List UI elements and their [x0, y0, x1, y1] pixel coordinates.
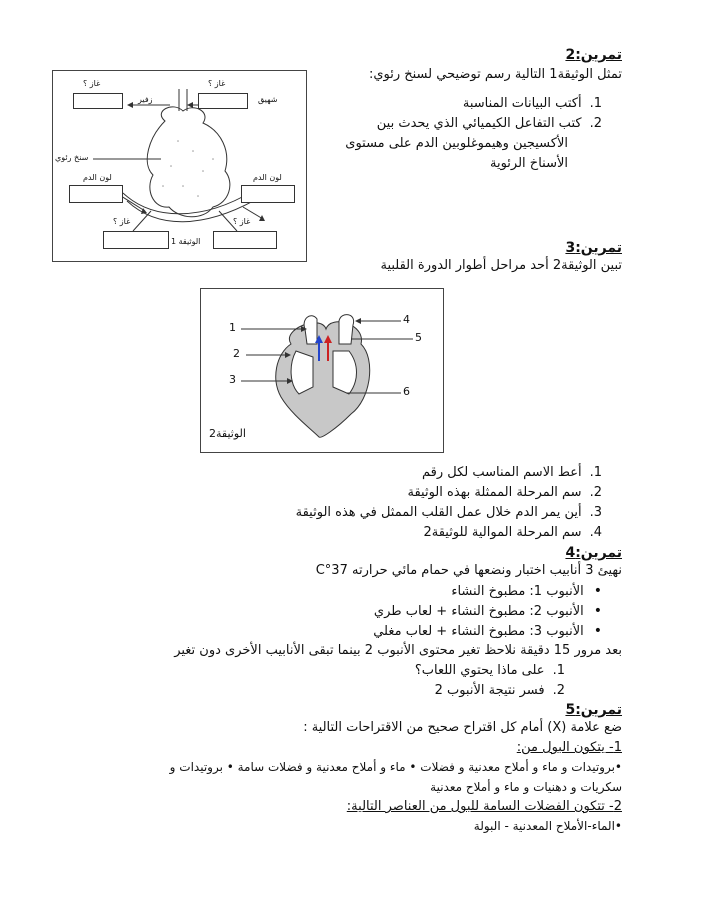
ex3-q2-text: سم المرحلة الممثلة بهذه الوثيقة — [407, 485, 582, 500]
ex3-question-1 — [422, 465, 602, 480]
exhale-label: زفير — [138, 95, 153, 104]
inhale-label: شهيق — [258, 95, 278, 104]
ex4-q1-text: على ماذا يحتوي اللعاب؟ — [414, 663, 545, 678]
ex2-q2-line1: كتب التفاعل الكيميائي الذي يحدث بين — [376, 116, 582, 131]
heart-label-4: 4 — [403, 313, 410, 326]
ex3-q4-text: سم المرحلة الموالية للوثيقة2 — [423, 525, 582, 540]
ex3-question-4 — [423, 525, 602, 540]
document-2-caption: الوثيقة2 — [209, 427, 246, 440]
ex4-tube-2: • الأنبوب 2: مطبوخ النشاء + لعاب طري — [374, 603, 602, 619]
answer-box-top-left[interactable] — [73, 93, 123, 109]
heart-label-1: 1 — [229, 321, 236, 334]
ex3-q1-text: أعط الاسم المناسب لكل رقم — [422, 465, 582, 480]
answer-box-bottom-right[interactable] — [213, 231, 277, 249]
ex5-section-1-options-line2: سكريات و دهنيات و ماء و أملاح معدنية — [430, 780, 622, 794]
ex2-question-2 — [377, 116, 602, 131]
gas-label-top-left: غاز ؟ — [83, 79, 101, 88]
gas-label-top-right: غاز ؟ — [208, 79, 226, 88]
document-2-figure — [200, 288, 444, 453]
ex4-observation: بعد مرور 15 دقيقة نلاحظ تغير محتوى الأنبوب 2 بينما تبقى الأنابيب الأخرى دون تغير — [174, 643, 622, 658]
exercise-3-intro: تبين الوثيقة2 أحد مراحل أطوار الدورة القلبية — [380, 258, 622, 273]
document-1-figure — [52, 70, 307, 262]
ex3-q3-text: أين يمر الدم خلال عمل القلب الممثل في هذه الوثيقة — [295, 505, 582, 520]
ex3-q2-number: 2. — [589, 485, 602, 500]
ex4-tube-3: • الأنبوب 3: مطبوخ النشاء + لعاب مغلي — [373, 623, 602, 639]
ex4-question-2 — [435, 683, 565, 698]
exercise-3-title: تمرين:3 — [565, 240, 622, 256]
exercise-5-title: تمرين:5 — [565, 702, 622, 718]
answer-box-bottom-left[interactable] — [103, 231, 169, 249]
ex5-section-2-title: 2- تتكون الفضلات السامة للبول من العناصر التالية: — [346, 799, 622, 814]
answer-box-mid-left[interactable] — [69, 185, 123, 203]
ex3-question-2 — [408, 485, 603, 500]
ex4-q1-number: 1. — [552, 663, 565, 678]
ex5-section-1-options-line1: •بروتيدات و ماء و أملاح معدنية و فضلات • ماء و أملاح معدنية و فضلات سامة • بروتيدات و — [169, 760, 622, 774]
ex2-q2-line2: الأكسيجين وهيموغلوبين الدم على مستوى — [345, 136, 568, 151]
ex4-q2-text: فسر نتيجة الأنبوب 2 — [434, 683, 545, 698]
ex2-q1-number: 1. — [589, 96, 602, 111]
heart-label-6: 6 — [403, 385, 410, 398]
blood-color-label-right: لون الدم — [253, 173, 282, 182]
exercise-5-intro: ضع علامة (X) أمام كل اقتراح صحيح من الاقتراحات التالية : — [303, 720, 622, 735]
answer-box-mid-right[interactable] — [241, 185, 295, 203]
document-1-caption: الوثيقة 1 — [171, 237, 201, 246]
gas-label-bottom-right: غاز ؟ — [233, 217, 251, 226]
ex5-section-1-title: 1- يتكون البول من: — [516, 740, 622, 755]
ex2-q2-number: 2. — [589, 116, 602, 131]
ex2-q1-text: أكتب البيانات المناسبة — [462, 96, 582, 111]
ex2-q2-line3: الأسناخ الرئوية — [490, 156, 568, 171]
heart-label-5: 5 — [415, 331, 422, 344]
blood-color-label-left: لون الدم — [83, 173, 112, 182]
gas-label-bottom-left: غاز ؟ — [113, 217, 131, 226]
alveolus-outline — [147, 107, 230, 217]
ex4-q2-number: 2. — [552, 683, 565, 698]
ex3-q4-number: 4. — [589, 525, 602, 540]
ex3-q3-number: 3. — [589, 505, 602, 520]
exercise-2-intro: تمثل الوثيقة1 التالية رسم توضيحي لسنخ رئوي: — [368, 67, 622, 82]
exercise-2-title: تمرين:2 — [565, 47, 622, 63]
ex3-q1-number: 1. — [589, 465, 602, 480]
ex3-question-3 — [296, 505, 602, 520]
heart-label-3: 3 — [229, 373, 236, 386]
heart-label-2: 2 — [233, 347, 240, 360]
alveolus-label: سنخ رئوي — [55, 153, 89, 162]
ex4-tube-1: • الأنبوب 1: مطبوخ النشاء — [451, 583, 602, 599]
ex4-question-1 — [415, 663, 565, 678]
ex2-question-1 — [463, 96, 602, 111]
answer-box-top-right[interactable] — [198, 93, 248, 109]
ex5-section-2-options: •الماء-الأملاح المعدنية - البولة — [473, 819, 622, 833]
exercise-4-title: تمرين:4 — [565, 545, 622, 561]
exercise-4-intro: نهيئ 3 أنابيب اختبار ونضعها في حمام مائي حرارته 37°C — [315, 563, 622, 578]
